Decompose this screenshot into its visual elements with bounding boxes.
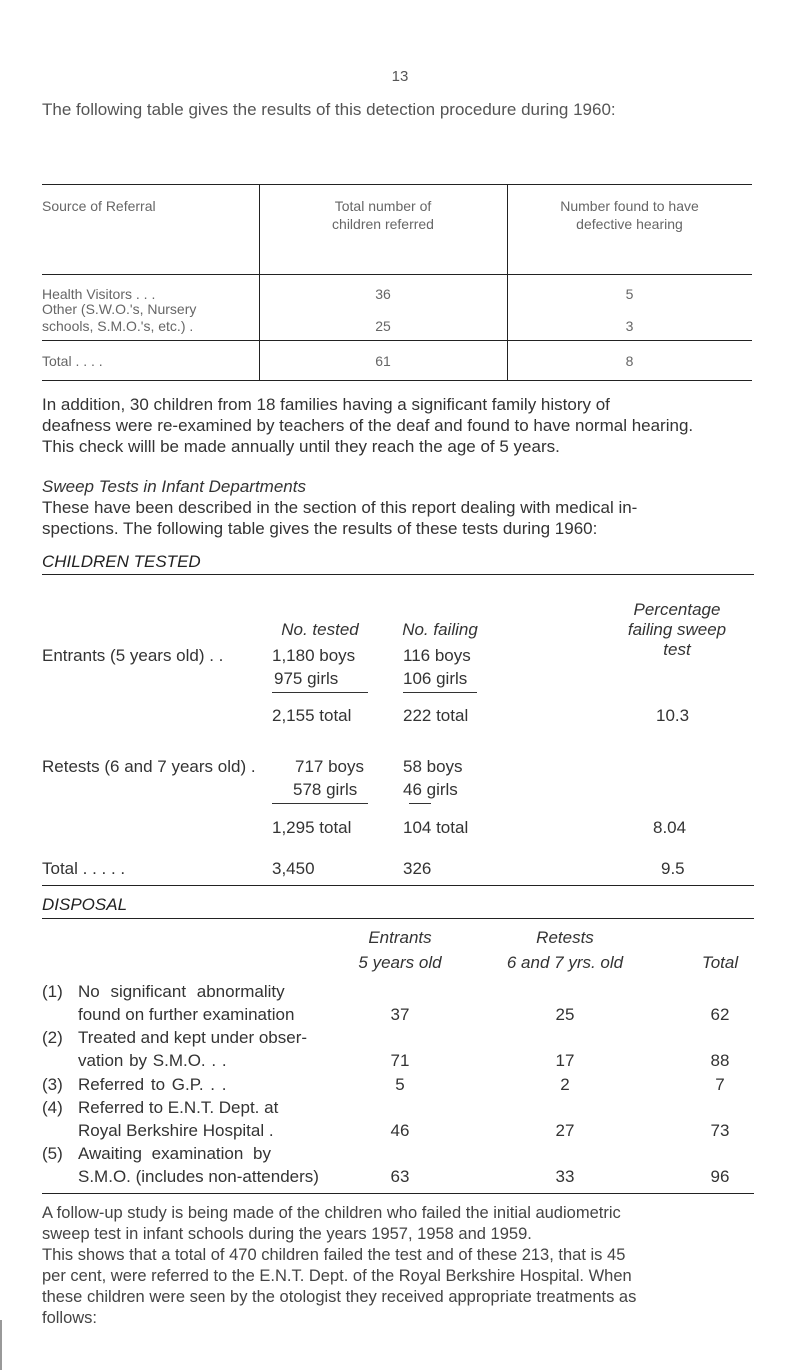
retests-girls: 578 girls [293,780,358,799]
header-total-line1: Total number of [334,198,432,214]
disposal-row-label: Royal Berkshire Hospital . [78,1121,274,1140]
paragraph-line: This shows that a total of 470 children failed the test and of these 213, that is 45 [42,1246,626,1264]
col-header-pct: failing sweep [627,620,727,639]
disposal-row-label: Referred to G.P. . . [78,1075,227,1094]
table-rule [42,340,752,341]
entrants-pct: 10.3 [656,706,690,725]
header-source: Source of Referral [42,198,156,214]
col-header-retests: Retests [536,928,594,947]
row-found: 5 [625,286,634,302]
paragraph-line: This check willl be made annually until they reach the age of 5 years. [42,437,560,456]
disposal-row-label: Awaiting examination by [78,1144,272,1163]
entrants-boys-failing: 116 boys [403,646,471,665]
disposal-row-number: (1) [42,982,63,1001]
disposal-retests: 27 [555,1121,575,1140]
col-header-tested: No. tested [281,620,359,639]
sum-rule [272,803,368,804]
table-rule [42,184,752,185]
row-found: 3 [625,318,634,334]
total-referred: 61 [375,353,391,369]
paragraph-line: per cent, were referred to the E.N.T. Dept. of the Royal Berkshire Hospital. When [42,1267,632,1285]
row-label-entrants: Entrants (5 years old) . . [42,646,224,665]
entrants-girls: 975 girls [274,669,339,688]
page-number: 13 [391,68,409,85]
retests-boys: 717 boys [295,757,364,776]
row-source: Other (S.W.O.'s, Nursery [42,301,197,317]
disposal-retests: 33 [555,1167,575,1186]
disposal-retests: 2 [560,1075,570,1094]
disposal-total: 88 [710,1051,730,1070]
retests-boys-failing: 58 boys [403,757,463,776]
scan-edge [0,1320,2,1370]
total-label: Total . . . . [42,353,103,369]
paragraph-line: These have been described in the section of this report dealing with medical in- [42,498,638,517]
disposal-row-number: (5) [42,1144,63,1163]
col-header-failing: No. failing [402,620,478,639]
paragraph [42,1203,754,1329]
disposal-row-label: vation by S.M.O. . . [78,1051,227,1070]
referral-table [42,128,752,384]
col-header-entrants: Entrants [368,928,432,947]
paragraph-line: deafness were re-examined by teachers of the deaf and found to have normal hearing. [42,416,694,435]
disposal-entrants: 46 [390,1121,410,1140]
disposal-row-number: (3) [42,1075,63,1094]
col-header-retests: 6 and 7 yrs. old [506,953,624,972]
col-header-pct: Percentage [633,600,721,619]
disposal-entrants: 37 [390,1005,410,1024]
table-rule [42,918,754,919]
disposal-row-label: No significant abnormality [78,982,285,1001]
disposal-row-label: Referred to E.N.T. Dept. at [78,1098,279,1117]
entrants-girls-failing: 106 girls [403,669,468,688]
disposal-retests: 17 [555,1051,575,1070]
sum-rule [409,803,431,804]
table-rule [42,1193,754,1194]
table-rule [42,885,754,886]
paragraph-line: these children were seen by the otologist they received appropriate treatments as [42,1288,637,1306]
disposal-total: 62 [710,1005,730,1024]
section-heading: Sweep Tests in Infant Departments [42,477,306,496]
entrants-total-failing: 222 total [403,706,469,725]
grand-total-failing: 326 [403,859,432,878]
row-total: 25 [375,318,391,334]
paragraph [42,497,754,539]
intro-text: The following table gives the results of this detection procedure during 1960: [42,100,616,119]
retests-pct: 8.04 [653,818,687,837]
sum-rule [403,692,477,693]
grand-total-tested: 3,450 [272,859,315,878]
header-found-line2: defective hearing [576,216,683,232]
grand-total-pct: 9.5 [661,859,685,878]
retests-girls-failing: 46 girls [403,780,458,799]
disposal-retests: 25 [555,1005,575,1024]
row-source: schools, S.M.O.'s, etc.) . [42,318,194,334]
header-total-line2: children referred [332,216,434,232]
table-rule [42,574,754,575]
disposal-row-number: (4) [42,1098,63,1117]
row-source: Health Visitors . . . [42,286,156,302]
table-rule [42,380,752,381]
paragraph-line: In addition, 30 children from 18 families having a significant family history of [42,395,610,414]
retests-total-failing: 104 total [403,818,469,837]
paragraph [42,394,754,457]
disposal-total: 73 [710,1121,730,1140]
disposal-row-label: Treated and kept under obser- [78,1028,308,1047]
disposal-total: 96 [710,1167,730,1186]
col-header-pct: test [663,640,691,659]
paragraph-line: follows: [42,1309,98,1327]
entrants-boys: 1,180 boys [272,646,356,665]
table-rule [42,274,752,275]
table-title: CHILDREN TESTED [42,552,201,571]
disposal-total: 7 [715,1075,725,1094]
disposal-row-number: (2) [42,1028,63,1047]
retests-total: 1,295 total [272,818,352,837]
disposal-entrants: 63 [390,1167,410,1186]
col-header-entrants: 5 years old [358,953,442,972]
paragraph-line: A follow-up study is being made of the children who failed the initial audiometric [42,1204,621,1222]
total-found: 8 [625,353,634,369]
row-total: 36 [375,286,391,302]
table-title: DISPOSAL [42,895,128,914]
paragraph-line: sweep test in infant schools during the years 1957, 1958 and 1959. [42,1225,532,1243]
row-label-retests: Retests (6 and 7 years old) . [42,757,256,776]
header-found-line1: Number found to have [560,198,699,214]
entrants-total: 2,155 total [272,706,352,725]
sum-rule [272,692,368,693]
disposal-entrants: 5 [395,1075,405,1094]
disposal-entrants: 71 [390,1051,410,1070]
col-header-total: Total [701,953,739,972]
row-label-total: Total . . . . . [42,859,126,878]
paragraph-line: spections. The following table gives the results of these tests during 1960: [42,519,598,538]
disposal-row-label: S.M.O. (includes non-attenders) [78,1167,319,1186]
disposal-row-label: found on further examination [78,1005,295,1024]
